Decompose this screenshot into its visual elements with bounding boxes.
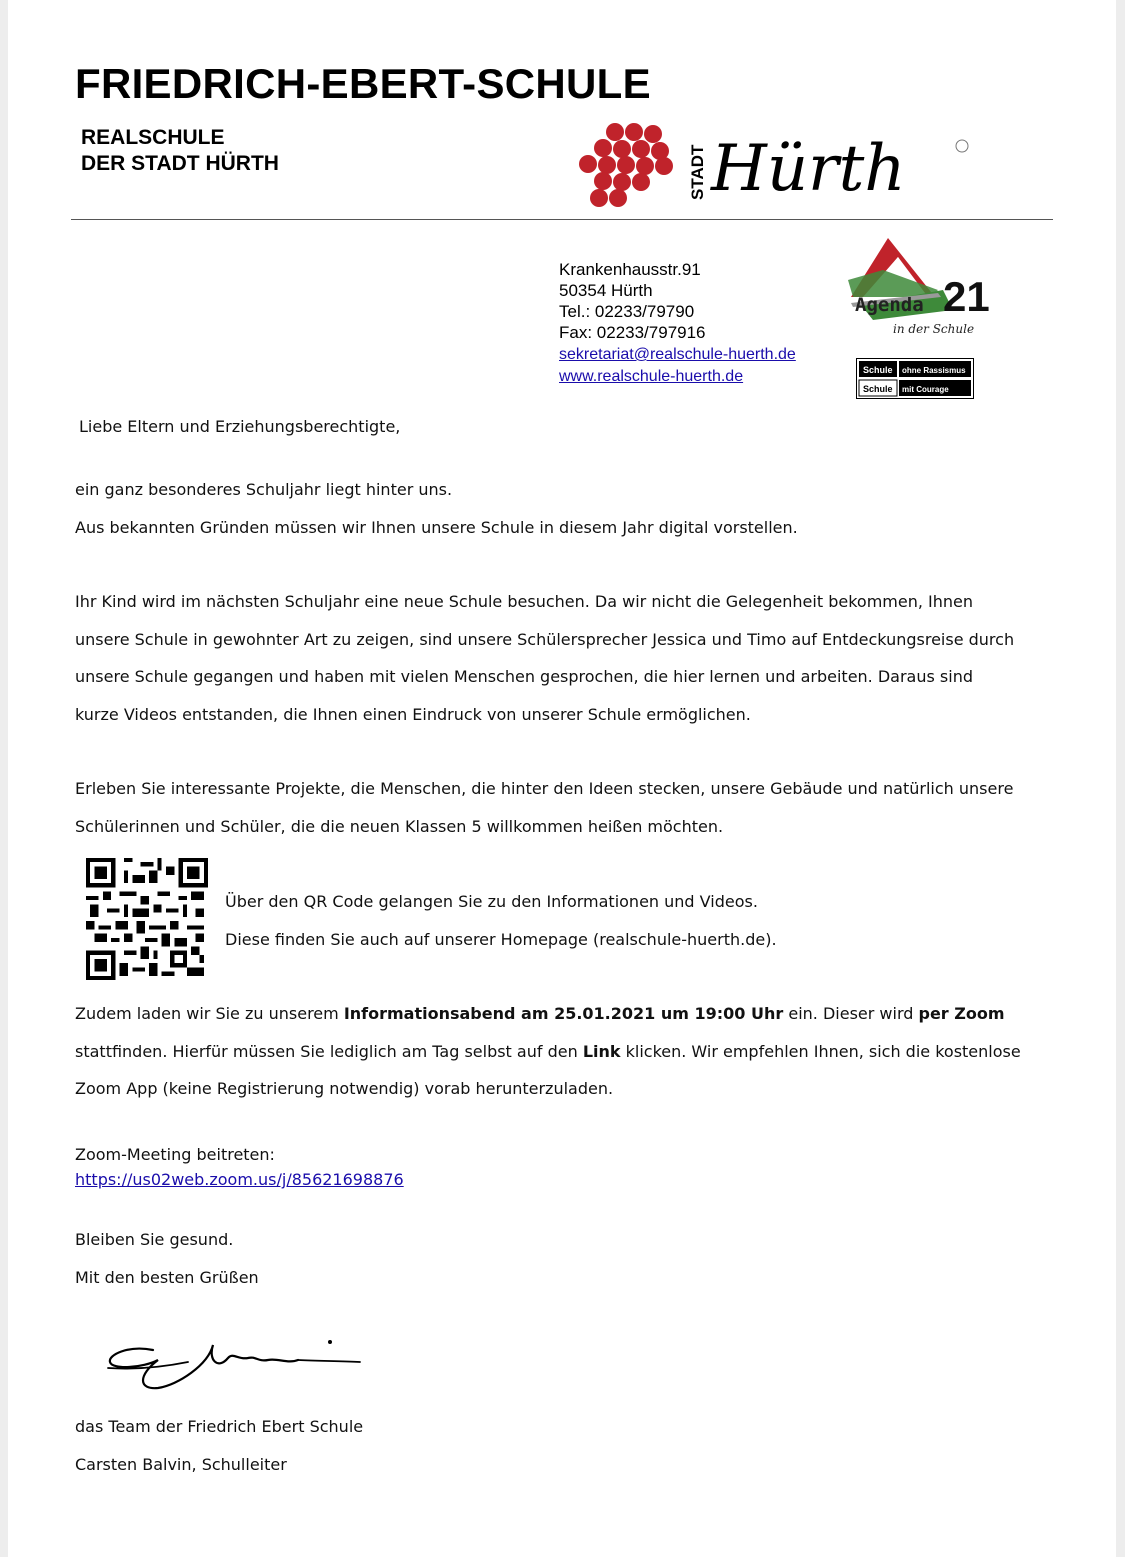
agenda-subtitle: in der Schule <box>893 322 975 336</box>
info-line-3: Zoom App (keine Registrierung notwendig) vorab herunterzuladen. <box>75 1079 614 1098</box>
address-street: Krankenhausstr.91 <box>559 260 701 279</box>
badge-text-1b: ohne Rassismus <box>902 366 966 375</box>
intro-paragraph <box>75 471 798 546</box>
para2-line-4: kurze Videos entstanden, die Ihnen einen Eindruck von unserer Schule ermöglichen. <box>75 704 751 724</box>
zoom-label: Zoom-Meeting beitreten: <box>75 1145 275 1164</box>
signature-block <box>75 1408 363 1483</box>
city-logo-name: Hürth <box>711 132 906 206</box>
grape-dots-icon <box>579 123 673 207</box>
per-zoom-text: per Zoom <box>918 1004 1005 1023</box>
qr-line-1: Über den QR Code gelangen Sie zu den Informationen und Videos. <box>225 892 758 911</box>
agenda-number: 21 <box>943 273 990 320</box>
school-name: FRIEDRICH-EBERT-SCHULE <box>75 60 651 107</box>
experience-paragraph <box>75 770 1013 845</box>
document-page <box>8 0 1116 1557</box>
qr-line-2: Diese finden Sie auch auf unserer Homepage (realschule-huerth.de). <box>225 929 777 949</box>
intro-line-2: Aus bekannten Gründen müssen wir Ihnen unsere Schule in diesem Jahr digital vorstellen. <box>75 517 798 537</box>
signer-line: Carsten Balvin, Schulleiter <box>75 1454 287 1474</box>
signature <box>98 1330 368 1410</box>
info-evening-paragraph <box>75 995 1021 1108</box>
greeting: Liebe Eltern und Erziehungsberechtigte, <box>79 417 401 436</box>
intro-videos-paragraph <box>75 583 1014 733</box>
para2-line-2: unsere Schule in gewohnter Art zu zeigen, sind unsere Schülersprecher Jessica und Timo auf Entdeckungsreise durch <box>75 629 1015 649</box>
city-logo-small: STADT <box>688 144 707 200</box>
team-line: das Team der Friedrich Ebert Schule <box>75 1417 364 1436</box>
info-evening-date: Informationsabend am 25.01.2021 um 19:00 Uhr <box>343 1004 784 1023</box>
header-divider <box>71 219 1053 220</box>
registered-mark-icon <box>956 140 968 152</box>
address-fax: Fax: 02233/797916 <box>559 323 706 342</box>
badge-text-2a: Schule <box>863 384 893 394</box>
qr-paragraph <box>225 883 777 958</box>
badge-text-2b: mit Courage <box>902 385 949 394</box>
closing-line-1: Bleiben Sie gesund. <box>75 1230 234 1249</box>
subtitle-line-1: REALSCHULE <box>81 126 225 149</box>
address-city: 50354 Hürth <box>559 281 653 300</box>
schule-ohne-rassismus-badge <box>856 358 974 399</box>
zoom-block <box>75 1142 404 1192</box>
info-line-1: Zudem laden wir Sie zu unserem Informationsabend am 25.01.2021 um 19:00 Uhr ein. Dieser wird per Zoom <box>75 1004 1005 1023</box>
agenda-word: Agenda <box>855 294 924 316</box>
subtitle-line-2: DER STADT HÜRTH <box>81 152 279 175</box>
info-line-2: stattfinden. Hierfür müssen Sie lediglich am Tag selbst auf den Link klicken. Wir empfehlen Ihnen, sich die kostenlose <box>75 1041 1021 1061</box>
badge-text-1a: Schule <box>863 365 893 375</box>
para3-line-2: Schülerinnen und Schüler, die die neuen Klassen 5 willkommen heißen möchten. <box>75 816 724 836</box>
para2-line-3: unsere Schule gegangen und haben mit vielen Menschen gesprochen, die hier lernen und arbeiten. Daraus sind <box>75 667 973 686</box>
closing <box>75 1221 259 1296</box>
intro-line-1: ein ganz besonderes Schuljahr liegt hinter uns. <box>75 480 453 499</box>
link-word: Link <box>582 1041 621 1061</box>
qr-code[interactable] <box>86 858 208 980</box>
agenda-21-logo <box>843 235 991 340</box>
closing-line-2: Mit den besten Grüßen <box>75 1267 259 1287</box>
website-link[interactable]: www.realschule-huerth.de <box>559 368 744 385</box>
zoom-meeting-link[interactable]: https://us02web.zoom.us/j/85621698876 <box>75 1170 404 1189</box>
stadt-huerth-logo <box>563 118 983 213</box>
email-link[interactable]: sekretariat@realschule-huerth.de <box>559 346 796 363</box>
para3-line-1: Erleben Sie interessante Projekte, die Menschen, die hinter den Ideen stecken, unsere Gebäude und natürlich unsere <box>75 779 1014 798</box>
para2-line-1: Ihr Kind wird im nächsten Schuljahr eine neue Schule besuchen. Da wir nicht die Gelegenheit bekommen, Ihnen <box>75 592 973 611</box>
address-block <box>559 259 796 387</box>
school-subtitle <box>81 125 279 177</box>
address-tel: Tel.: 02233/79790 <box>559 302 695 321</box>
